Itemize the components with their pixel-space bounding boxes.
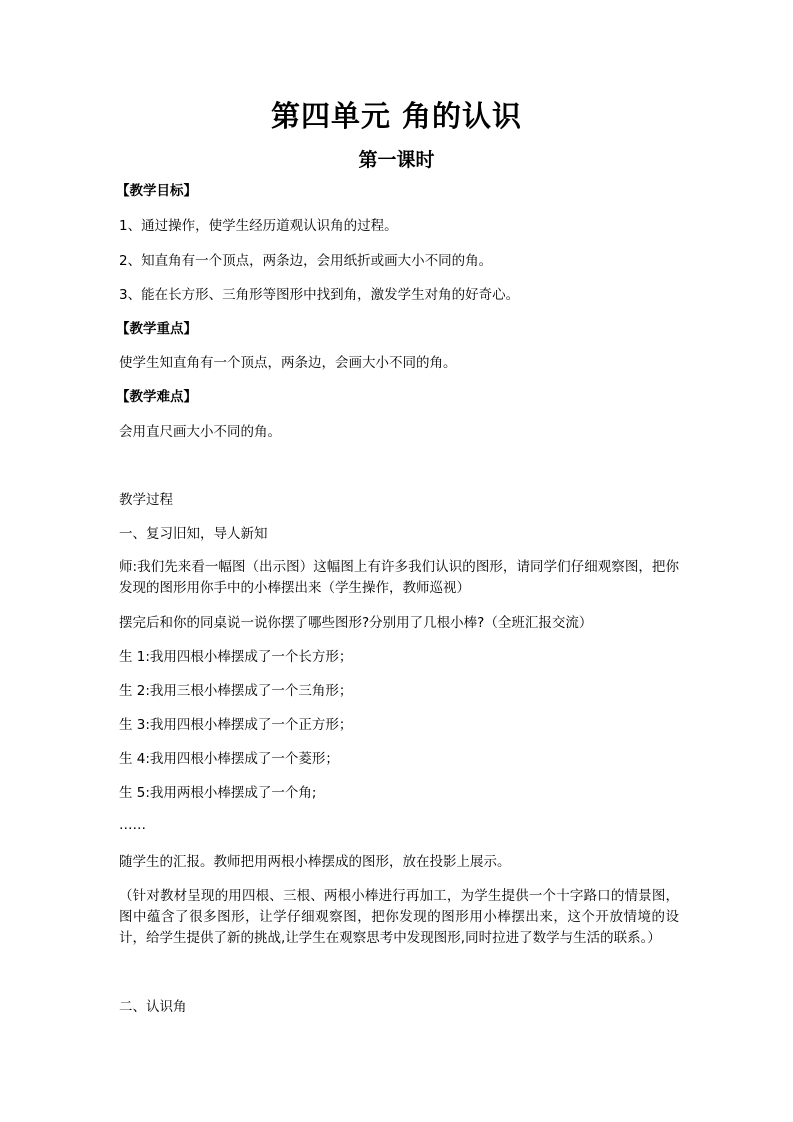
difficulties-text: 会用直尺画大小不同的角。	[119, 424, 281, 440]
design-note-paragraph: （针对教材呈现的用四根、三根、两根小棒进行再加工，为学生提供一个十字路口的情景图，图中蕴含了很多图形，让学仔细观察图，把你发现的图形用小棒摆出来，这个开放情境的设计，给学生提供了新的挑战,让学生在观察思考中发现图形,同时拉进了数学与生活的联系。）	[119, 888, 679, 946]
student-answer-2: 生 2:我用三根小棒摆成了一个三角形；	[119, 683, 353, 699]
process-heading: 教学过程	[119, 492, 173, 508]
teacher-intro-paragraph: 师:我们先来看一幅图（出示图）这幅图上有许多我们认识的图形，请同学们仔细观察图，把你发现的图形用你手中的小棒摆出来（学生操作，教师巡视）	[119, 559, 679, 596]
key-points-text: 使学生知直角有一个顶点，两条边，会画大小不同的角。	[119, 355, 457, 371]
ellipsis: ……	[119, 817, 146, 833]
document-title: 第四单元 角的认识	[270, 99, 523, 133]
lesson-subtitle: 第一课时	[358, 149, 435, 171]
section-2-heading: 二、认识角	[119, 999, 187, 1015]
student-answer-3: 生 3:我用四根小棒摆成了一个正方形；	[119, 717, 353, 733]
section-1-heading: 一、复习旧知，导人新知	[119, 526, 268, 542]
objectives-heading: 【教学目标】	[116, 183, 197, 199]
summary-text: 随学生的汇报。教师把用两根小棒摆成的图形，放在投影上展示。	[119, 854, 511, 870]
difficulties-heading: 【教学难点】	[116, 389, 197, 405]
objective-item-3: 3、能在长方形、三角形等图形中找到角，激发学生对角的好奇心。	[119, 287, 520, 303]
objective-item-1: 1、通过操作，使学生经历道观认识角的过程。	[119, 218, 398, 234]
student-answer-5: 生 5:我用两根小棒摆成了一个角;	[119, 785, 317, 801]
student-answer-4: 生 4:我用四根小棒摆成了一个菱形；	[119, 751, 339, 767]
objective-item-2: 2、知直角有一个顶点，两条边，会用纸折或画大小不同的角。	[119, 253, 493, 269]
key-points-heading: 【教学重点】	[116, 321, 197, 337]
student-answer-1: 生 1:我用四根小棒摆成了一个长方形；	[119, 649, 353, 665]
discussion-prompt: 摆完后和你的同桌说一说你摆了哪些图形?分别用了几根小棒?（全班汇报交流）	[119, 615, 593, 631]
